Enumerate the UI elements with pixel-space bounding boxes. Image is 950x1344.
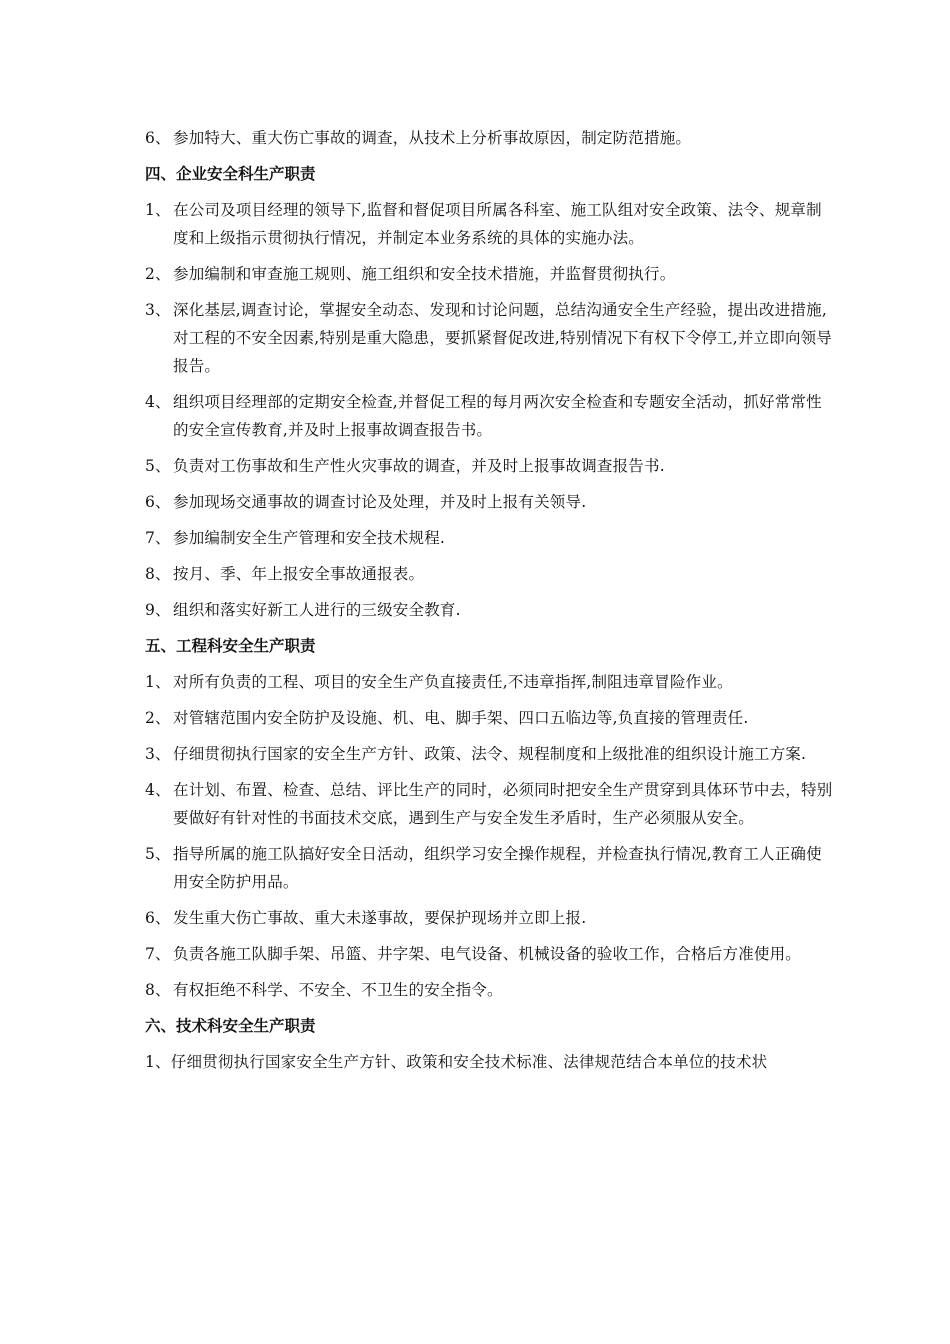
list-item [145, 260, 835, 288]
list-item [145, 388, 835, 444]
item-number: 4、 [145, 393, 171, 411]
item-text: 负责对工伤事故和生产性火灾事故的调查，并及时上报事故调查报告书. [173, 457, 665, 475]
list-item [145, 488, 835, 516]
item-number: 4、 [145, 781, 171, 799]
item-text: 组织和落实好新工人进行的三级安全教育. [173, 601, 461, 619]
item-text: 对所有负责的工程、项目的安全生产负直接责任,不违章指挥,制阻违章冒险作业。 [173, 673, 733, 691]
item-text: 在公司及项目经理的领导下,监督和督促项目所属各科室、施工队组对安全政策、法令、规章制度和上级指示贯彻执行情况，并制定本业务系统的具体的实施办法。 [173, 201, 822, 247]
list-item [145, 296, 835, 380]
item-number: 8、 [145, 565, 171, 583]
list-item [145, 196, 835, 252]
document-body [145, 124, 835, 1084]
item-text: 对管辖范围内安全防护及设施、机、电、脚手架、四口五临边等,负直接的管理责任. [173, 709, 749, 727]
item-number: 6、 [145, 493, 171, 511]
section-heading: 四、企业安全科生产职责 [145, 164, 316, 183]
list-item [145, 452, 835, 480]
list-item [145, 560, 835, 588]
item-number: 2、 [145, 709, 171, 727]
item-text: 仔细贯彻执行国家的安全生产方针、政策、法令、规程制度和上级批准的组织设计施工方案. [173, 745, 807, 763]
section-heading: 五、工程科安全生产职责 [145, 636, 316, 655]
item-text: 指导所属的施工队搞好安全日活动，组织学习安全操作规程，并检查执行情况,教育工人正确使用安全防护用品。 [173, 845, 822, 891]
item-number: 3、 [145, 745, 171, 763]
item-number: 1、 [145, 201, 171, 219]
item-number: 6、 [145, 129, 171, 147]
list-item [145, 704, 835, 732]
list-item [145, 668, 835, 696]
item-number: 5、 [145, 845, 171, 863]
item-text: 在计划、布置、检查、总结、评比生产的同时，必须同时把安全生产贯穿到具体环节中去，特别要做好有针对性的书面技术交底，遇到生产与安全发生矛盾时，生产必须服从安全。 [173, 781, 833, 827]
item-text: 有权拒绝不科学、不安全、不卫生的安全指令。 [173, 981, 503, 999]
item-number: 9、 [145, 601, 171, 619]
item-number: 6、 [145, 909, 171, 927]
list-item [145, 524, 835, 552]
list-item [145, 776, 835, 832]
list-item [145, 740, 835, 768]
list-item [145, 840, 835, 896]
item-number: 5、 [145, 457, 171, 475]
item-number: 7、 [145, 945, 171, 963]
item-number: 8、 [145, 981, 171, 999]
item-text: 组织项目经理部的定期安全检查,并督促工程的每月两次安全检查和专题安全活动，抓好常常性的安全宣传教育,并及时上报事故调查报告书。 [173, 393, 822, 439]
list-item [145, 1048, 835, 1076]
item-text: 发生重大伤亡事故、重大未遂事故，要保护现场并立即上报. [173, 909, 587, 927]
item-text: 参加特大、重大伤亡事故的调查，从技术上分析事故原因，制定防范措施。 [173, 129, 692, 147]
item-text: 按月、季、年上报安全事故通报表。 [173, 565, 425, 583]
list-item [145, 976, 835, 1004]
item-number: 2、 [145, 265, 171, 283]
item-number: 3、 [145, 301, 171, 319]
item-number: 7、 [145, 529, 171, 547]
item-number: 1、 [145, 1053, 171, 1071]
list-item [145, 596, 835, 624]
item-number: 1、 [145, 673, 171, 691]
item-text: 参加现场交通事故的调查讨论及处理，并及时上报有关领导. [173, 493, 587, 511]
item-text: 仔细贯彻执行国家安全生产方针、政策和安全技术标准、法律规范结合本单位的技术状 [170, 1053, 768, 1071]
list-item [145, 124, 835, 152]
section-heading: 六、技术科安全生产职责 [145, 1016, 316, 1035]
item-text: 参加编制安全生产管理和安全技术规程. [173, 529, 446, 547]
item-text: 深化基层,调查讨论，掌握安全动态、发现和讨论问题，总结沟通安全生产经验，提出改进措施,对工程的不安全因素,特别是重大隐患，要抓紧督促改进,特别情况下有权下令停工,并立即向领导报告。 [173, 301, 833, 375]
item-text: 负责各施工队脚手架、吊篮、井字架、电气设备、机械设备的验收工作，合格后方准使用。 [173, 945, 802, 963]
list-item [145, 940, 835, 968]
item-text: 参加编制和审查施工规则、施工组织和安全技术措施，并监督贯彻执行。 [173, 265, 676, 283]
list-item [145, 904, 835, 932]
